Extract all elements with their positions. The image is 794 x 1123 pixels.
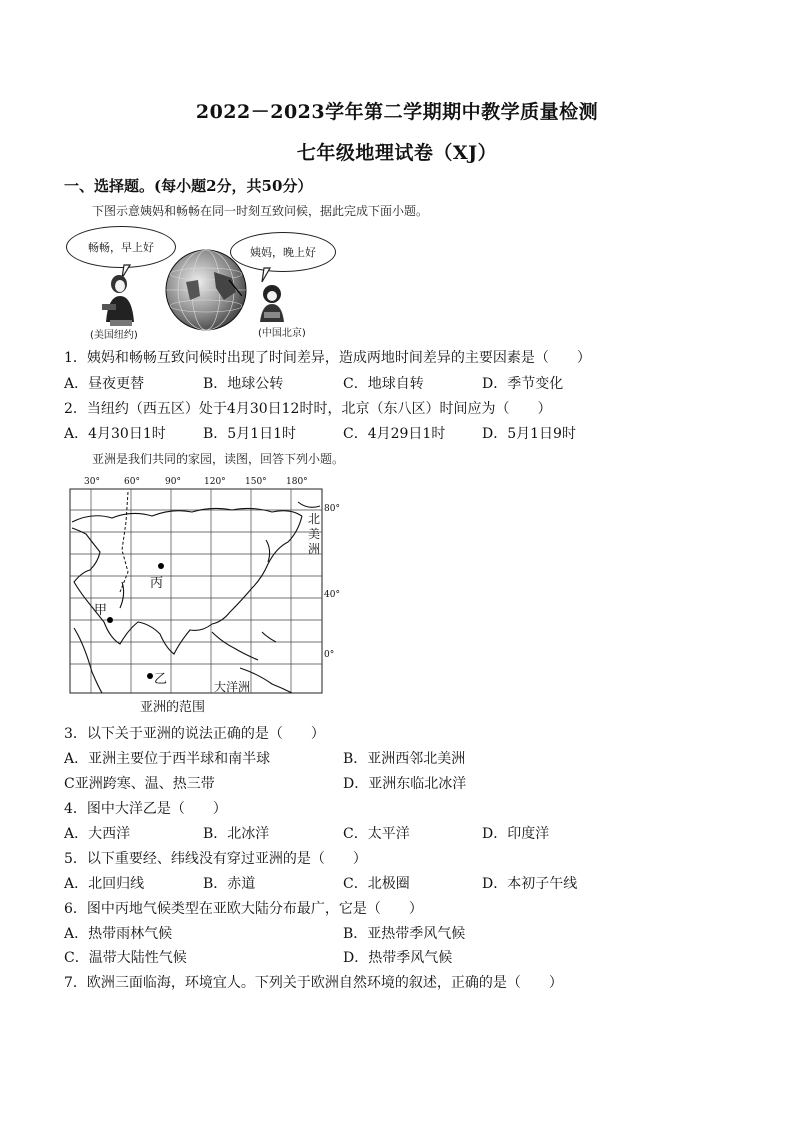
lat-tick-80: 80° (324, 504, 340, 514)
q6-option-a[interactable]: A．热带雨林气候 (64, 926, 173, 942)
lon-tick-120: 120° (204, 477, 226, 487)
globe-icon (166, 250, 246, 330)
q2-option-b[interactable]: B．5月1日1时 (203, 426, 297, 442)
caption-new-york: (美国纽约) (90, 330, 138, 341)
q6-option-c[interactable]: C．温带大陆性气候 (64, 950, 187, 966)
q1-option-b[interactable]: B．地球公转 (203, 376, 284, 392)
lon-tick-30: 30° (84, 477, 100, 487)
q5-option-c[interactable]: C．北极圈 (343, 876, 410, 892)
point-jia-marker (107, 617, 113, 623)
lat-tick-0: 0° (324, 650, 335, 660)
question-3-stem: 3．以下关于亚洲的说法正确的是（ ） (64, 726, 325, 742)
map-label-jia: 甲 (94, 603, 108, 618)
question-4-stem: 4．图中大洋乙是（ ） (64, 801, 227, 817)
map-label-bing: 丙 (150, 576, 164, 591)
section-heading: 一、选择题。(每小题2分，共50分） (64, 177, 313, 195)
q6-option-d[interactable]: D．热带季风气候 (343, 950, 453, 966)
q3-option-a[interactable]: A．亚洲主要位于西半球和南半球 (64, 751, 271, 767)
q1-option-a[interactable]: A．昼夜更替 (64, 376, 145, 392)
bubble-left-text: 畅畅，早上好 (88, 241, 154, 254)
lon-tick-90: 90° (165, 477, 181, 487)
bubble-right-tail (262, 268, 270, 282)
q5-option-a[interactable]: A．北回归线 (64, 876, 145, 892)
question-1-stem: 1．姨妈和畅畅互致问候时出现了时间差异，造成两地时间差异的主要因素是（ ） (64, 350, 591, 366)
map-label-yi: 乙 (154, 672, 168, 687)
q3-option-b[interactable]: B．亚洲西邻北美洲 (343, 751, 466, 767)
map-label-north-america: 北美洲 (308, 512, 321, 556)
q3-option-c[interactable]: C亚洲跨寒、温、热三带 (64, 776, 215, 792)
q1-option-c[interactable]: C．地球自转 (343, 376, 424, 392)
map-label-oceania: 大洋洲 (214, 680, 251, 694)
q6-option-b[interactable]: B．亚热带季风气候 (343, 926, 466, 942)
question-6-stem: 6．图中丙地气候类型在亚欧大陆分布最广，它是（ ） (64, 901, 423, 917)
exam-subtitle: 七年级地理试卷（XJ） (296, 142, 498, 164)
question-2-stem: 2．当纽约（西五区）处于4月30日12时时，北京（东八区）时间应为（ ） (64, 401, 552, 417)
lon-tick-60: 60° (124, 477, 140, 487)
intro-text-2: 亚洲是我们共同的家园，读图，回答下列小题。 (92, 452, 345, 466)
greeting-illustration (64, 222, 354, 342)
woman-figure-icon (102, 275, 134, 326)
q4-option-a[interactable]: A．大西洋 (64, 826, 131, 842)
q4-option-d[interactable]: D．印度洋 (482, 826, 550, 842)
caption-beijing: (中国北京) (258, 328, 306, 339)
q3-option-d[interactable]: D．亚洲东临北冰洋 (343, 776, 467, 792)
map-caption: 亚洲的范围 (140, 700, 206, 715)
q5-option-b[interactable]: B．赤道 (203, 876, 256, 892)
q2-option-d[interactable]: D．5月1日9时 (482, 426, 576, 442)
q1-option-d[interactable]: D．季节变化 (482, 376, 564, 392)
q4-option-b[interactable]: B．北冰洋 (203, 826, 270, 842)
lat-tick-40: 40° (324, 590, 340, 600)
asia-map-svg (62, 472, 352, 717)
intro-text-1: 下图示意姨妈和畅畅在同一时刻互致问候，据此完成下面小题。 (92, 204, 429, 218)
bubble-right-text: 姨妈，晚上好 (250, 246, 316, 259)
q4-option-c[interactable]: C．太平洋 (343, 826, 410, 842)
question-5-stem: 5．以下重要经、纬线没有穿过亚洲的是（ ） (64, 851, 367, 867)
asia-map-figure (62, 472, 352, 717)
question-7-stem: 7．欧洲三面临海，环境宜人。下列关于欧洲自然环境的叙述，正确的是（ ） (64, 975, 563, 991)
lon-tick-150: 150° (245, 477, 267, 487)
greeting-figure (64, 222, 354, 342)
q2-option-c[interactable]: C．4月29日1时 (343, 426, 446, 442)
q5-option-d[interactable]: D．本初子午线 (482, 876, 578, 892)
exam-title: 2022－2023学年第二学期期中教学质量检测 (195, 101, 599, 123)
lon-tick-180: 180° (286, 477, 308, 487)
point-yi-marker (147, 673, 153, 679)
girl-figure-icon (260, 285, 284, 322)
point-bing-marker (158, 563, 164, 569)
q2-option-a[interactable]: A．4月30日1时 (64, 426, 166, 442)
bubble-left-tail (122, 265, 130, 278)
